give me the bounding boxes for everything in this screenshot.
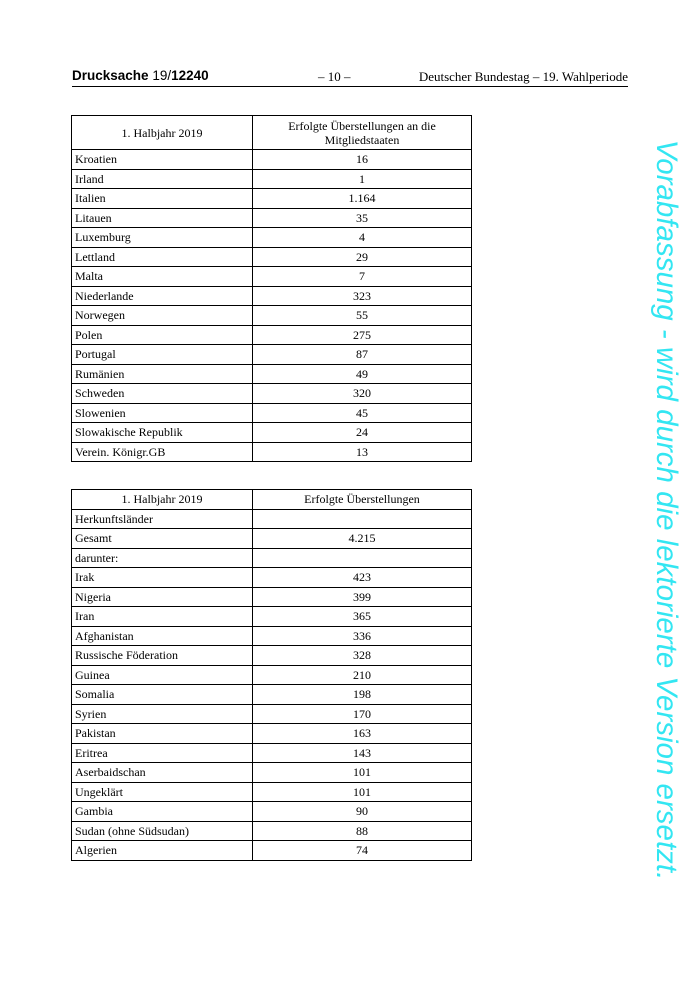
transfers-to-member-states-table xyxy=(71,115,472,462)
row-label: Pakistan xyxy=(72,724,253,744)
row-value: 336 xyxy=(253,626,472,646)
column-header-period: 1. Halbjahr 2019 xyxy=(72,116,253,150)
row-label: Guinea xyxy=(72,665,253,685)
row-label: Herkunftsländer xyxy=(72,509,253,529)
table-row xyxy=(72,364,472,384)
publisher: Deutscher Bundestag – 19. Wahlperiode xyxy=(418,69,628,84)
row-value: 13 xyxy=(253,442,472,462)
row-value: 365 xyxy=(253,607,472,627)
row-label: Rumänien xyxy=(72,364,253,384)
column-header-transfers: Erfolgte Überstellungen xyxy=(253,490,472,510)
row-value: 90 xyxy=(253,802,472,822)
row-label: Luxemburg xyxy=(72,228,253,248)
table-row xyxy=(72,821,472,841)
table-row xyxy=(72,685,472,705)
row-label: Iran xyxy=(72,607,253,627)
row-value: 55 xyxy=(253,306,472,326)
row-label: Somalia xyxy=(72,685,253,705)
table-row xyxy=(72,306,472,326)
row-value: 29 xyxy=(253,247,472,267)
row-value: 7 xyxy=(253,267,472,287)
table-row xyxy=(72,782,472,802)
row-label: Ungeklärt xyxy=(72,782,253,802)
row-value: 275 xyxy=(253,325,472,345)
row-value: 170 xyxy=(253,704,472,724)
row-label: Gambia xyxy=(72,802,253,822)
row-value: 210 xyxy=(253,665,472,685)
table-header-row xyxy=(72,490,472,510)
table-row xyxy=(72,403,472,423)
row-value: 1 xyxy=(253,169,472,189)
row-value xyxy=(253,548,472,568)
table-row xyxy=(72,607,472,627)
doc-label: Drucksache xyxy=(72,68,149,83)
table-row xyxy=(72,384,472,404)
row-label: Algerien xyxy=(72,841,253,861)
draft-watermark xyxy=(643,110,689,910)
row-value xyxy=(253,509,472,529)
table-row xyxy=(72,208,472,228)
row-label: Slowenien xyxy=(72,403,253,423)
row-value: 143 xyxy=(253,743,472,763)
table-row xyxy=(72,646,472,666)
row-value: 328 xyxy=(253,646,472,666)
table-header-row xyxy=(72,116,472,150)
row-value: 323 xyxy=(253,286,472,306)
table-row xyxy=(72,626,472,646)
table-row xyxy=(72,841,472,861)
table-row xyxy=(72,568,472,588)
table-row xyxy=(72,150,472,170)
row-label: Afghanistan xyxy=(72,626,253,646)
row-label: Slowakische Republik xyxy=(72,423,253,443)
table-row xyxy=(72,423,472,443)
row-value: 45 xyxy=(253,403,472,423)
table-row xyxy=(72,548,472,568)
row-value: 101 xyxy=(253,782,472,802)
column-header-transfers: Erfolgte Überstellungen an die Mitgliedstaaten xyxy=(253,116,472,150)
row-value: 49 xyxy=(253,364,472,384)
row-label: Gesamt xyxy=(72,529,253,549)
row-value: 423 xyxy=(253,568,472,588)
row-label: Aserbaidschan xyxy=(72,763,253,783)
row-label: Irak xyxy=(72,568,253,588)
row-label: Schweden xyxy=(72,384,253,404)
document-number xyxy=(72,68,209,83)
row-label: Niederlande xyxy=(72,286,253,306)
row-label: Litauen xyxy=(72,208,253,228)
row-label: Syrien xyxy=(72,704,253,724)
row-label: Irland xyxy=(72,169,253,189)
row-label: Sudan (ohne Südsudan) xyxy=(72,821,253,841)
row-label: darunter: xyxy=(72,548,253,568)
row-label: Verein. Königr.GB xyxy=(72,442,253,462)
table-row xyxy=(72,169,472,189)
row-value: 4.215 xyxy=(253,529,472,549)
table-row xyxy=(72,325,472,345)
table-row xyxy=(72,743,472,763)
table-row xyxy=(72,286,472,306)
table-row xyxy=(72,345,472,365)
doc-number: 12240 xyxy=(171,68,209,83)
row-value: 74 xyxy=(253,841,472,861)
watermark-text: Vorabfassung - wird durch die lektorierte Version ersetzt. xyxy=(650,139,683,881)
table-row xyxy=(72,763,472,783)
row-label: Portugal xyxy=(72,345,253,365)
row-label: Kroatien xyxy=(72,150,253,170)
row-value: 320 xyxy=(253,384,472,404)
row-value: 198 xyxy=(253,685,472,705)
row-value: 88 xyxy=(253,821,472,841)
row-label: Eritrea xyxy=(72,743,253,763)
doc-number-prefix: 19/ xyxy=(152,68,172,83)
row-label: Lettland xyxy=(72,247,253,267)
page-number: – 10 – xyxy=(318,69,351,84)
table-row xyxy=(72,442,472,462)
row-value: 87 xyxy=(253,345,472,365)
row-value: 1.164 xyxy=(253,189,472,209)
row-value: 16 xyxy=(253,150,472,170)
table-row xyxy=(72,267,472,287)
transfers-by-origin-country-table xyxy=(71,489,472,861)
table-row xyxy=(72,587,472,607)
row-value: 35 xyxy=(253,208,472,228)
row-value: 163 xyxy=(253,724,472,744)
table-row xyxy=(72,704,472,724)
table-row xyxy=(72,189,472,209)
table-row xyxy=(72,529,472,549)
row-label: Malta xyxy=(72,267,253,287)
column-header-period: 1. Halbjahr 2019 xyxy=(72,490,253,510)
table-row xyxy=(72,509,472,529)
page-header xyxy=(72,66,628,87)
row-value: 4 xyxy=(253,228,472,248)
table-row xyxy=(72,665,472,685)
row-label: Italien xyxy=(72,189,253,209)
row-label: Russische Föderation xyxy=(72,646,253,666)
row-label: Polen xyxy=(72,325,253,345)
row-label: Norwegen xyxy=(72,306,253,326)
row-value: 399 xyxy=(253,587,472,607)
row-label: Nigeria xyxy=(72,587,253,607)
row-value: 101 xyxy=(253,763,472,783)
row-value: 24 xyxy=(253,423,472,443)
table-row xyxy=(72,724,472,744)
table-row xyxy=(72,228,472,248)
table-row xyxy=(72,247,472,267)
table-row xyxy=(72,802,472,822)
